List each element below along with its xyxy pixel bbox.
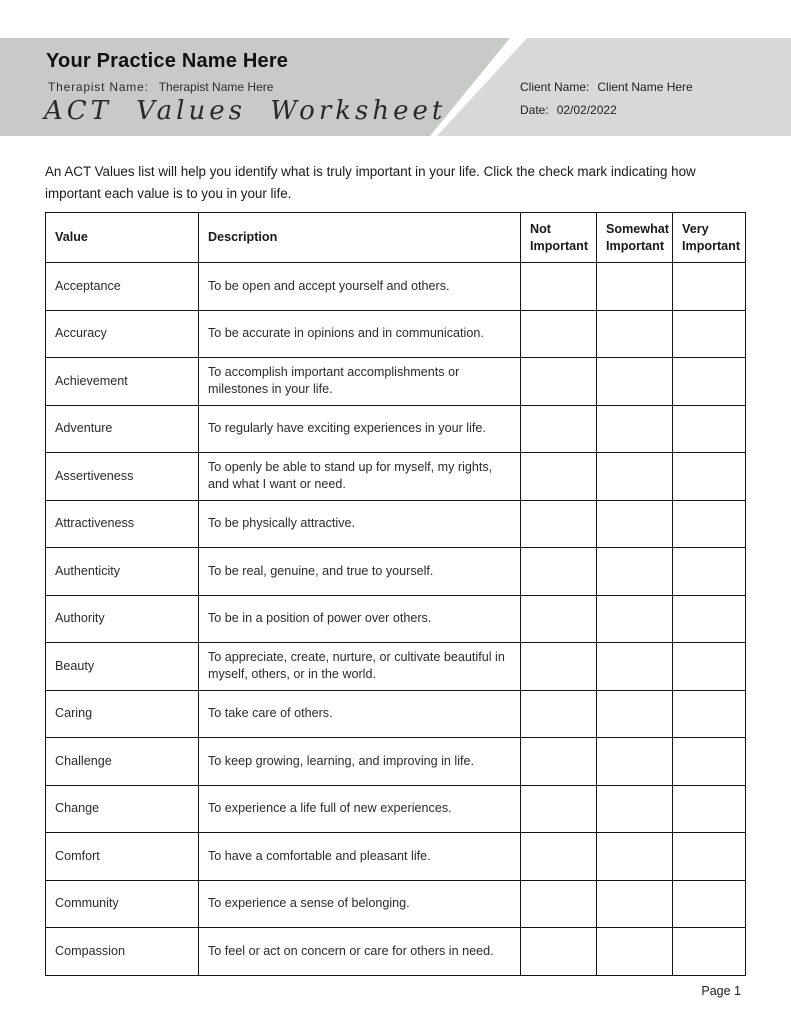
client-name-label: Client Name: (520, 80, 590, 94)
check-cell-somewhat-important[interactable] (597, 358, 673, 406)
description-cell: To be in a position of power over others. (199, 595, 521, 643)
check-cell-not-important[interactable] (521, 833, 597, 881)
page-number: Page 1 (701, 984, 741, 998)
table-row (46, 453, 746, 501)
column-header-somewhat-important: Somewhat Important (597, 213, 673, 263)
value-cell: Achievement (46, 358, 199, 406)
check-cell-somewhat-important[interactable] (597, 310, 673, 358)
check-cell-somewhat-important[interactable] (597, 928, 673, 976)
values-table-body (46, 263, 746, 976)
check-cell-very-important[interactable] (673, 500, 746, 548)
check-cell-not-important[interactable] (521, 548, 597, 596)
check-cell-very-important[interactable] (673, 643, 746, 691)
value-cell: Accuracy (46, 310, 199, 358)
description-cell: To be open and accept yourself and others. (199, 263, 521, 311)
column-header-description: Description (199, 213, 521, 263)
table-row (46, 928, 746, 976)
description-cell: To experience a life full of new experiences. (199, 785, 521, 833)
column-header-very-important: Very Important (673, 213, 746, 263)
table-row (46, 405, 746, 453)
table-row (46, 833, 746, 881)
check-cell-very-important[interactable] (673, 785, 746, 833)
check-cell-not-important[interactable] (521, 928, 597, 976)
check-cell-somewhat-important[interactable] (597, 785, 673, 833)
check-cell-not-important[interactable] (521, 453, 597, 501)
check-cell-somewhat-important[interactable] (597, 643, 673, 691)
check-cell-very-important[interactable] (673, 263, 746, 311)
table-header-row (46, 213, 746, 263)
description-cell: To keep growing, learning, and improving in life. (199, 738, 521, 786)
check-cell-not-important[interactable] (521, 785, 597, 833)
table-row (46, 595, 746, 643)
check-cell-somewhat-important[interactable] (597, 690, 673, 738)
check-cell-not-important[interactable] (521, 643, 597, 691)
value-cell: Challenge (46, 738, 199, 786)
value-cell: Acceptance (46, 263, 199, 311)
value-cell: Comfort (46, 833, 199, 881)
description-cell: To have a comfortable and pleasant life. (199, 833, 521, 881)
therapist-name-value: Therapist Name Here (158, 80, 274, 94)
date-label: Date: (520, 103, 549, 117)
description-cell: To appreciate, create, nurture, or cultivate beautiful in myself, others, or in the world. (199, 643, 521, 691)
table-row (46, 500, 746, 548)
description-cell: To accomplish important accomplishments or milestones in your life. (199, 358, 521, 406)
check-cell-not-important[interactable] (521, 405, 597, 453)
table-row (46, 358, 746, 406)
value-cell: Adventure (46, 405, 199, 453)
intro-paragraph: An ACT Values list will help you identify what is truly important in your life. Click the check mark indicating how important each value is to you in your life. (45, 164, 696, 202)
value-cell: Authenticity (46, 548, 199, 596)
practice-name: Your Practice Name Here (46, 50, 289, 72)
check-cell-somewhat-important[interactable] (597, 880, 673, 928)
description-cell: To feel or act on concern or care for others in need. (199, 928, 521, 976)
check-cell-not-important[interactable] (521, 880, 597, 928)
table-row (46, 690, 746, 738)
date-value: 02/02/2022 (556, 103, 617, 117)
check-cell-somewhat-important[interactable] (597, 595, 673, 643)
check-cell-somewhat-important[interactable] (597, 500, 673, 548)
worksheet-title: ACT Values Worksheet (44, 96, 447, 126)
table-row (46, 880, 746, 928)
check-cell-not-important[interactable] (521, 310, 597, 358)
column-header-value: Value (46, 213, 199, 263)
check-cell-very-important[interactable] (673, 453, 746, 501)
value-cell: Compassion (46, 928, 199, 976)
description-cell: To openly be able to stand up for myself, my rights, and what I want or need. (199, 453, 521, 501)
check-cell-very-important[interactable] (673, 738, 746, 786)
value-cell: Beauty (46, 643, 199, 691)
description-cell: To be accurate in opinions and in communication. (199, 310, 521, 358)
therapist-name-label: Therapist Name: (48, 80, 149, 94)
table-row (46, 310, 746, 358)
check-cell-somewhat-important[interactable] (597, 833, 673, 881)
value-cell: Attractiveness (46, 500, 199, 548)
check-cell-not-important[interactable] (521, 263, 597, 311)
table-row (46, 785, 746, 833)
table-row (46, 263, 746, 311)
check-cell-not-important[interactable] (521, 358, 597, 406)
table-row (46, 738, 746, 786)
check-cell-very-important[interactable] (673, 405, 746, 453)
check-cell-somewhat-important[interactable] (597, 738, 673, 786)
check-cell-very-important[interactable] (673, 310, 746, 358)
description-cell: To take care of others. (199, 690, 521, 738)
column-header-not-important: Not Important (521, 213, 597, 263)
letterhead (0, 0, 791, 152)
value-cell: Assertiveness (46, 453, 199, 501)
check-cell-not-important[interactable] (521, 500, 597, 548)
check-cell-very-important[interactable] (673, 548, 746, 596)
value-cell: Change (46, 785, 199, 833)
description-cell: To regularly have exciting experiences in your life. (199, 405, 521, 453)
value-cell: Authority (46, 595, 199, 643)
check-cell-very-important[interactable] (673, 690, 746, 738)
value-cell: Caring (46, 690, 199, 738)
check-cell-very-important[interactable] (673, 833, 746, 881)
client-block (520, 80, 693, 126)
table-row (46, 548, 746, 596)
description-cell: To experience a sense of belonging. (199, 880, 521, 928)
value-cell: Community (46, 880, 199, 928)
check-cell-somewhat-important[interactable] (597, 453, 673, 501)
check-cell-very-important[interactable] (673, 595, 746, 643)
therapist-line (48, 80, 273, 94)
client-name-value: Client Name Here (597, 80, 693, 94)
check-cell-not-important[interactable] (521, 690, 597, 738)
check-cell-not-important[interactable] (521, 595, 597, 643)
values-table (45, 212, 746, 976)
check-cell-somewhat-important[interactable] (597, 263, 673, 311)
check-cell-not-important[interactable] (521, 738, 597, 786)
check-cell-very-important[interactable] (673, 928, 746, 976)
check-cell-somewhat-important[interactable] (597, 405, 673, 453)
description-cell: To be physically attractive. (199, 500, 521, 548)
check-cell-very-important[interactable] (673, 880, 746, 928)
check-cell-very-important[interactable] (673, 358, 746, 406)
table-row (46, 643, 746, 691)
description-cell: To be real, genuine, and true to yourself. (199, 548, 521, 596)
check-cell-somewhat-important[interactable] (597, 548, 673, 596)
